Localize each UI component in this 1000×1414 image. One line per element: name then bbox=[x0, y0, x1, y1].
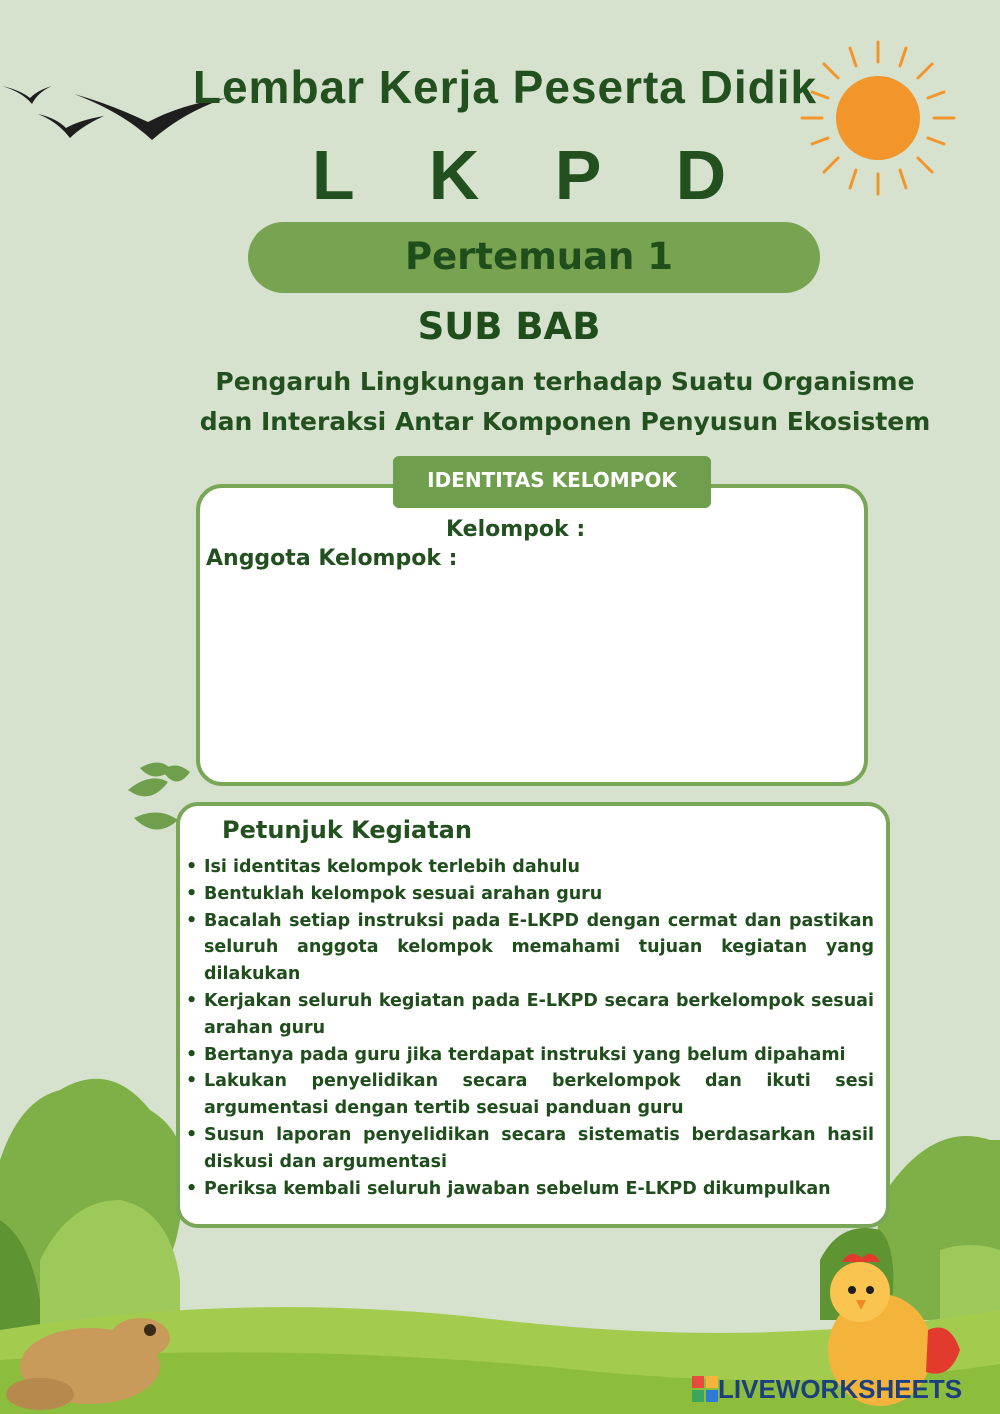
worksheet-title: Lembar Kerja Peserta Didik bbox=[192, 61, 818, 113]
instructions-list bbox=[184, 854, 874, 1202]
instruction-item: • Kerjakan seluruh kegiatan pada E-LKPD secara berkelompok sesuai arahan guru bbox=[184, 988, 874, 1042]
instruction-item: • Susun laporan penyelidikan secara sistematis berdasarkan hasil diskusi dan argumentasi bbox=[184, 1122, 874, 1176]
worksheet-abbreviation: L K P D bbox=[311, 136, 755, 214]
liveworksheets-logo-icon bbox=[692, 1376, 718, 1402]
subchapter-heading: SUB BAB bbox=[417, 305, 601, 348]
instruction-item: • Bertanya pada guru jika terdapat instruksi yang belum dipahami bbox=[184, 1042, 874, 1069]
instruction-item: • Isi identitas kelompok terlebih dahulu bbox=[184, 854, 874, 881]
instruction-item: • Bacalah setiap instruksi pada E-LKPD dengan cermat dan pastikan seluruh anggota kelompok memahami tujuan kegiatan yang dilakukan bbox=[184, 908, 874, 988]
topic-line-1: Pengaruh Lingkungan terhadap Suatu Organisme bbox=[215, 367, 915, 396]
meeting-label: Pertemuan 1 bbox=[404, 235, 674, 278]
topic-line-2: dan Interaksi Antar Komponen Penyusun Ekosistem bbox=[199, 407, 931, 436]
instruction-item: • Bentuklah kelompok sesuai arahan guru bbox=[184, 881, 874, 908]
liveworksheets-logo[interactable] bbox=[692, 1372, 962, 1406]
subchapter-topic bbox=[0, 362, 1000, 442]
instructions-title: Petunjuk Kegiatan bbox=[222, 816, 472, 844]
instruction-item: • Lakukan penyelidikan secara berkelompok dan ikuti sesi argumentasi dengan tertib sesuai panduan guru bbox=[184, 1068, 874, 1122]
instruction-item: • Periksa kembali seluruh jawaban sebelum E-LKPD dikumpulkan bbox=[184, 1176, 874, 1203]
group-label: Kelompok : bbox=[446, 517, 586, 542]
members-label: Anggota Kelompok : bbox=[206, 546, 458, 571]
identity-tab: IDENTITAS KELOMPOK bbox=[393, 456, 711, 508]
brand-name: LIVEWORKSHEETS bbox=[718, 1373, 963, 1404]
